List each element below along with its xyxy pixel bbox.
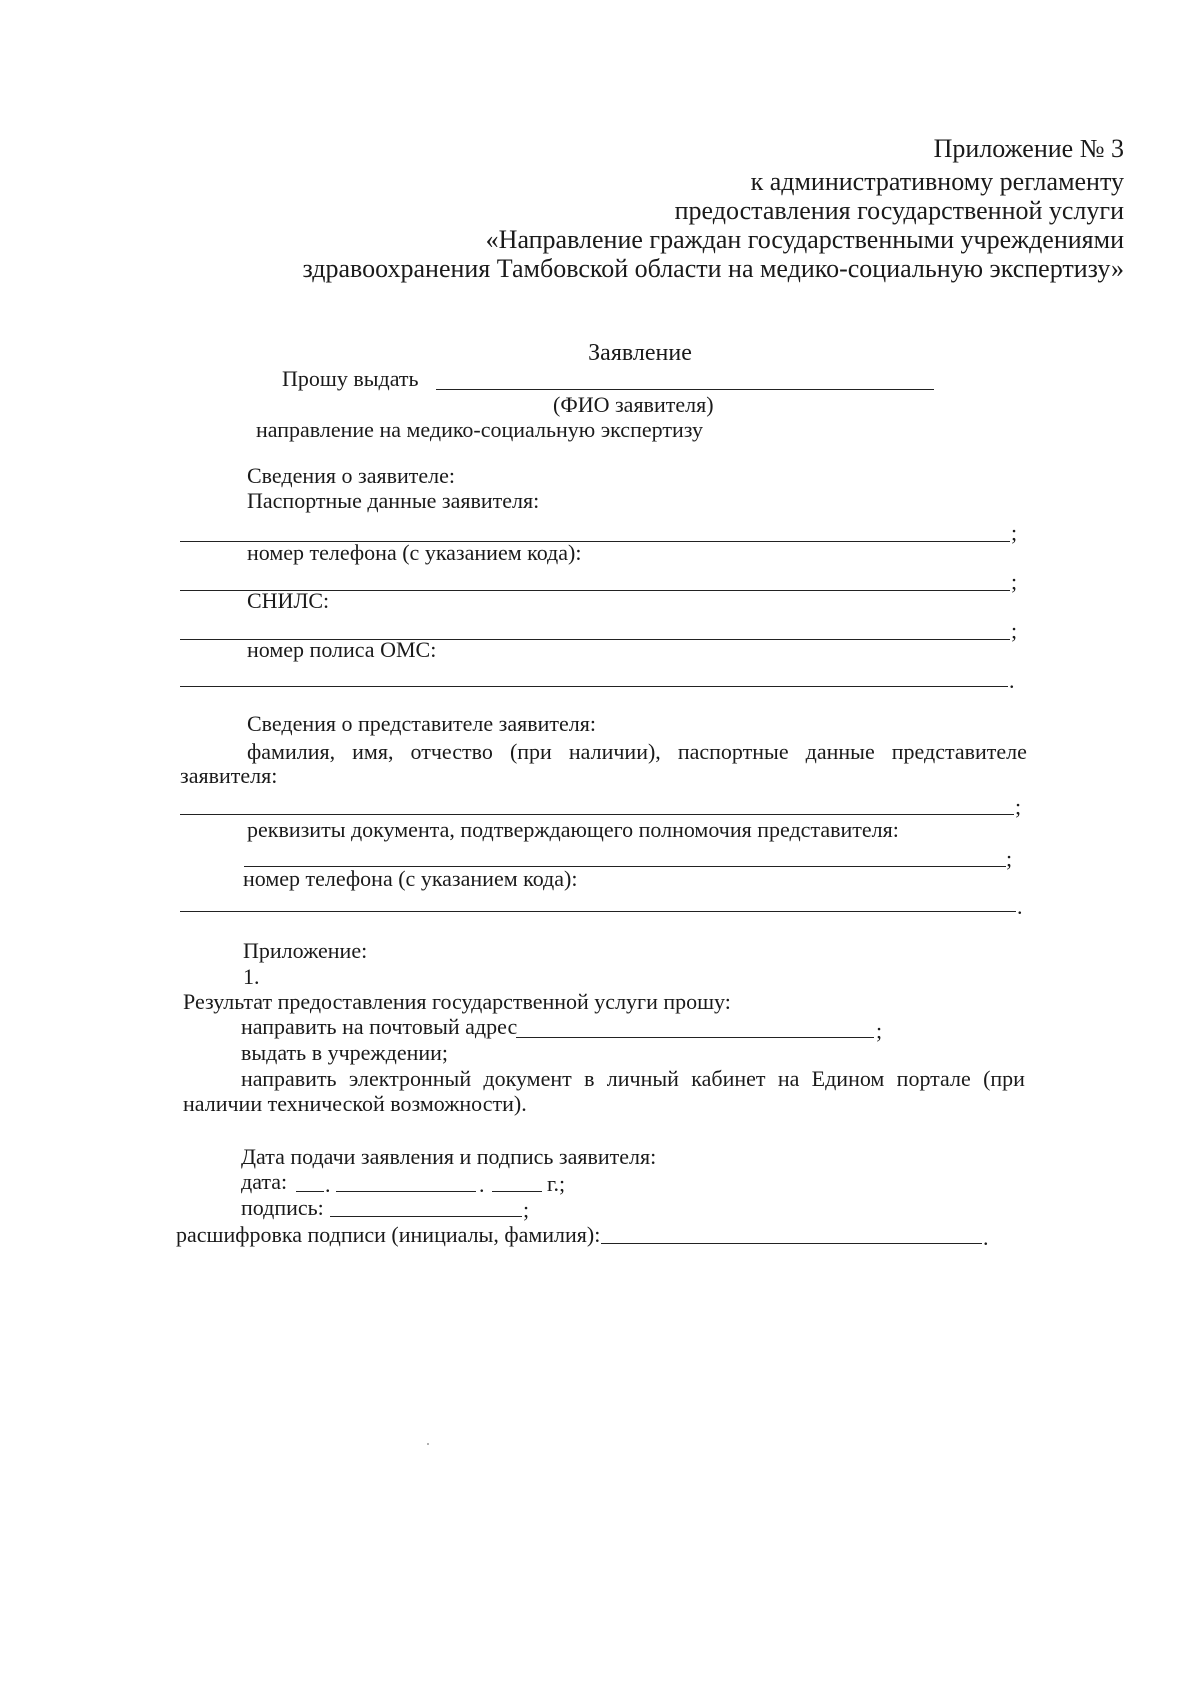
attachment-item-1: 1. [243,964,260,989]
date-day-input-line[interactable] [296,1191,324,1192]
scan-speck [427,1443,429,1445]
date-year-input-line[interactable] [492,1191,542,1192]
passport-semicolon: ; [1011,520,1018,545]
oms-input-line[interactable] [180,686,1008,687]
oms-period: . [1009,668,1015,693]
rep-word: данные [805,739,875,764]
applicant-heading: Сведения о заявителе: [247,463,456,488]
portal-word: (при [983,1066,1025,1091]
representative-heading: Сведения о представителе заявителя: [247,711,596,736]
signature-semicolon: ; [523,1197,530,1222]
date-label: дата: [241,1169,288,1194]
portal-word: кабинет [691,1066,766,1091]
appendix-number: Приложение № 3 [933,134,1124,163]
request-suffix: направление на медико-социальную экспертизу [256,417,703,442]
request-prefix: Прошу выдать [282,366,419,391]
signature-input-line[interactable] [330,1216,522,1217]
applicant-phone-semicolon: ; [1011,569,1018,594]
representative-fio-semicolon: ; [1015,794,1022,819]
date-month-input-line[interactable] [336,1191,476,1192]
attachments-heading: Приложение: [243,938,368,963]
rep-word: имя, [352,739,394,764]
representative-phone-period: . [1017,894,1023,919]
oms-label: номер полиса ОМС: [247,637,437,662]
rep-word: фамилия, [247,739,336,764]
portal-word: портале [896,1066,971,1091]
signature-decode-label: расшифровка подписи (инициалы, фамилия): [176,1222,601,1247]
mail-address-semicolon: ; [876,1018,883,1043]
portal-word: Едином [811,1066,885,1091]
option-portal-line [241,1068,1025,1090]
representative-fio-line [247,741,1027,763]
portal-word: электронный [348,1066,472,1091]
appendix-reference: к административному регламенту [750,167,1124,196]
portal-word: на [777,1066,800,1091]
signature-decode-input-line[interactable] [601,1243,982,1244]
date-month-period: . [479,1172,485,1197]
signature-label: подпись: [241,1195,324,1220]
portal-word: направить [241,1066,337,1091]
date-day-period: . [325,1172,331,1197]
snils-semicolon: ; [1011,618,1018,643]
representative-phone-input-line[interactable] [180,911,1016,912]
snils-label: СНИЛС: [247,588,330,613]
applicant-phone-label: номер телефона (с указанием кода): [247,540,582,565]
portal-word: документ [483,1066,572,1091]
representative-doc-semicolon: ; [1006,846,1013,871]
option-mail-label: направить на почтовый адрес [241,1014,518,1039]
representative-doc-label: реквизиты документа, подтверждающего полномочия представителя: [247,817,899,842]
rep-word: паспортные [677,739,789,764]
appendix-regulation-title-cont: здравоохранения Тамбовской области на медико-социальную экспертизу» [302,254,1124,283]
signature-heading: Дата подачи заявления и подпись заявителя: [241,1144,657,1169]
appendix-service: предоставления государственной услуги [674,196,1124,225]
fio-input-line[interactable] [436,389,934,390]
date-year-suffix: г.; [547,1171,566,1196]
portal-word: в [584,1066,595,1091]
option-office: выдать в учреждении; [241,1040,449,1065]
signature-decode-period: . [983,1225,989,1250]
option-portal-line2: наличии технической возможности). [183,1091,527,1116]
rep-word: представителе [891,739,1027,764]
page-title: Заявление [588,340,692,366]
mail-address-input-line[interactable] [516,1037,874,1038]
portal-word: личный [606,1066,679,1091]
rep-word: (при [509,739,552,764]
fio-caption: (ФИО заявителя) [553,392,714,417]
rep-word: отчество [410,739,493,764]
representative-fio-input-line[interactable] [180,814,1014,815]
representative-fio-line2: заявителя: [180,763,278,788]
passport-label: Паспортные данные заявителя: [247,488,540,513]
rep-word: наличии), [568,739,661,764]
appendix-regulation-title: «Направление граждан государственными учреждениями [485,225,1124,254]
result-heading: Результат предоставления государственной услуги прошу: [183,989,731,1014]
representative-phone-label: номер телефона (с указанием кода): [243,866,578,891]
